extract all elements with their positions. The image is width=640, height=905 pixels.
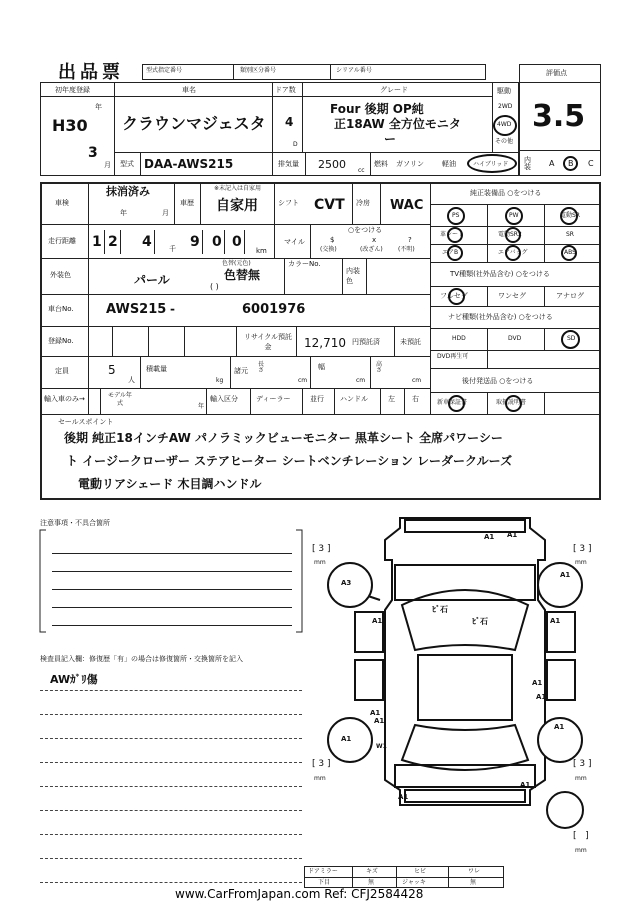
capacity-unit: 人 [128,376,135,384]
mark-door-r2: A1 [536,693,547,701]
genuine-sr: SR [566,231,574,238]
tv-title: TV種類(社外品含む) ○をつける [450,270,550,278]
genuine-electric-sr: 電動SR [560,212,580,219]
selling-points-label: セールスポイント [58,418,114,426]
selling-points-line2: ト イージークローザー ステアヒーター シートベンチレーション レーダークルーズ [66,454,513,468]
mileage-digit: 0 [232,234,242,250]
mileage-label: 走行距離 [48,237,76,245]
thousand-mark: 千 [169,245,176,253]
watermark: www.CarFromJapan.com Ref: CFJ2584428 [175,887,424,901]
grade-label: グレード [380,86,408,94]
inspection-month: 月 [162,209,169,217]
selling-points-line3: 電動リアシェード 木目調ハンドル [78,477,262,491]
doors-label: ドア数 [275,86,296,94]
displacement-unit: cc [358,167,365,174]
dim-length-unit: cm [298,377,308,384]
shift-label: シフト [278,199,299,207]
model-year-label: モデル年式 [108,392,132,407]
footer-col3: ヒビ [414,868,427,875]
mark-chip-1: ﾋﾞ石 [432,605,448,614]
handle-label: ハンドル [340,395,368,403]
accessory-manual: 取扱説明書 [496,399,527,406]
mileage-digit: 1 [92,234,102,250]
grade-line3: ー [384,132,397,146]
footer-r2c2: 無 [368,879,375,886]
first-reg-month: 3 [88,145,98,161]
accessories-title: 後付発送品 ○をつける [462,377,534,385]
tread-unit-rl: mm [314,775,326,782]
footer-r2c4: 無 [470,879,477,886]
reg-no-label: 登録No. [48,337,74,345]
footer-r2c1: 下目 [318,879,331,886]
mark-fender-fl: A1 [372,617,383,625]
color-change-value: 色替無 [224,268,261,282]
year-label: 年 [95,103,102,111]
ac-label: 冷房 [356,199,370,207]
recycle-unit: 円預託済 [352,338,380,346]
dim-width-unit: cm [356,377,366,384]
inspection-value: 抹消済み [106,185,150,198]
recycle-label: リサイクル預託金 [243,333,293,351]
import-label: 輸入車のみ→ [44,395,85,403]
genuine-airbag-1: エアB [442,249,459,256]
footer-r2c3: ジャッキ [402,879,426,886]
genuine-electric-sr2: 電動SR2 [498,231,522,238]
mileage-digit: 9 [190,234,200,250]
load-label: 積載量 [146,365,167,373]
doors-sub: D [293,141,298,148]
tread-unit-fl: mm [314,559,326,566]
color-paren: ( ) [210,282,219,291]
handle-left: 左 [388,395,395,403]
handle-right: 右 [412,395,419,403]
meter-unknown-sub: (不明) [398,246,415,253]
frame-prefix: AWS215 [106,302,167,317]
drive-2wd: 2WD [498,103,513,110]
fuel-hybrid: ハイブリッド [473,161,509,168]
genuine-abs: ABS [564,249,576,256]
mark-rear-bumper-2: A1 [398,793,409,801]
color-no-label: カラーNo. [288,260,321,268]
tread-spare: [ ] [573,831,589,841]
meter-tamper: x [372,236,377,244]
drive-label: 駆動 [497,87,511,95]
month-label: 月 [104,161,111,169]
frame-number: 6001976 [242,302,306,317]
tread-unit-rr: mm [575,775,587,782]
interior-grade-c: C [588,159,594,168]
mark-rear-bumper-1: A1 [520,781,531,789]
frame-label: 車台No. [48,305,74,313]
tv-oneseg: ワンセグ [498,292,526,300]
meter-note: ○をつける [348,226,383,234]
mark-chip-2: ﾋﾞ石 [472,617,488,626]
genuine-leather: 革シート [440,231,465,238]
drive-other: その他 [495,138,514,145]
serial-label: シリアル番号 [336,67,372,74]
displacement-label: 排気量 [278,160,299,168]
grade-line1: Four 後期 OP純 [330,102,424,116]
dvd-play: DVD再生可 [437,353,469,360]
tread-rear-left: [ 3 ] [312,759,331,769]
tv-fullseg: フルセグ [440,292,468,300]
meter-label: マイル [284,238,305,246]
mileage-digit: 0 [212,234,222,250]
ac-value: WAC [390,198,424,213]
interior-grade-a: A [549,159,555,168]
mark-wheel-fr: A1 [560,571,571,579]
genuine-title: 純正装備品 ○をつける [470,189,542,197]
navi-hdd: HDD [452,335,466,342]
accessory-warranty: 新車保証書 [437,399,468,406]
inspector-note: AWｶﾞﾘ傷 [50,673,98,686]
model-code: DAA-AWS215 [144,157,234,171]
fuel-diesel: 軽油 [442,160,456,168]
score-value: 3.5 [532,99,586,134]
shift-value: CVT [314,197,345,213]
mark-wheel-rl: A1 [341,735,352,743]
dim-width: 幅 [318,363,325,371]
grade-line2: 正18AW 全方位モニタ [334,117,461,131]
meter-exchange-sub: (交換) [320,246,337,253]
selling-points-line1: 後期 純正18インチAW パノラミックビューモニター 黒革シート 全席パワーシー [64,431,503,445]
interior-grade-b: B [568,159,574,168]
caution-label: 注意事項・不具合箇所 [40,519,110,527]
meter-tamper-sub: (改ざん) [360,246,383,253]
inspection-label: 車検 [55,199,69,207]
tread-unit-spare: mm [575,847,587,854]
footer-col1: ドアミラー [308,868,338,875]
drive-4wd: 4WD [497,121,512,128]
capacity-value: 5 [108,363,116,377]
dim-height: 高さ [376,361,383,374]
genuine-ps: PS [452,212,460,219]
interior-label: 内装 [524,156,531,171]
meter-exchange: $ [330,236,335,244]
interior-color-label: 内装色 [346,267,360,285]
tv-analog: アナログ [556,292,584,300]
mark-wheel-rr: A1 [554,723,565,731]
genuine-airbag-2: エアバッグ [498,249,528,256]
mileage-digit: 4 [142,234,152,250]
inspector-label: 検査員記入欄：修復歴「有」の場合は修復箇所・交換箇所を記入 [40,655,243,663]
car-name: クラウンマジェスタ [122,114,266,133]
category-label: 類別区分番号 [240,67,277,74]
genuine-pw: PW [509,212,519,219]
mark-door-r1: A1 [532,679,543,687]
usage-note: ※末記入は自家用 [214,185,262,192]
score-label: 評価点 [546,69,567,77]
tread-unit-fr: mm [575,559,587,566]
navi-dvd: DVD [508,335,522,342]
recycle-value: 12,710 [304,336,346,350]
color-value: パール [134,273,170,287]
load-unit: kg [216,377,224,384]
footer-col2: キズ [366,868,378,875]
usage-label: 車歴 [180,199,194,207]
navi-title: ナビ種類(社外品含む) ○をつける [448,313,553,321]
tread-front-right: [ 3 ] [573,544,592,554]
mark-quarter-l1: A1 [370,709,381,717]
car-name-label: 車名 [182,86,196,94]
mark-wheel-fl: A3 [341,579,352,587]
mark-front-bumper-2: A1 [507,531,518,539]
import-dealer: ディーラー [256,395,291,403]
km-unit: km [256,247,267,255]
import-type-label: 輸入区分 [210,395,238,403]
fuel-label: 燃料 [374,160,388,168]
recycle-unpaid: 未預託 [400,338,421,346]
dim-label: 諸元 [234,367,248,375]
model-label: 型式 [120,160,134,168]
mileage-digit: 2 [108,234,118,250]
mark-w1: W1 [376,743,387,750]
mark-quarter-l2: A1 [374,717,385,725]
footer-col4: ワレ [468,868,481,875]
color-change-label: 色替(元色) [222,260,251,267]
model-year-unit: 年 [198,403,205,410]
meter-unknown: ? [408,236,412,244]
dim-length: 長さ [258,361,265,374]
first-reg-label: 初年度登録 [55,86,90,94]
first-reg-year: H30 [52,116,88,135]
usage-value: 自家用 [216,198,258,214]
inspection-year: 年 [120,209,127,217]
dim-height-unit: cm [412,377,422,384]
fuel-gasoline: ガソリン [396,160,424,168]
mark-fender-fr: A1 [550,617,561,625]
tread-rear-right: [ 3 ] [573,759,592,769]
capacity-label: 定員 [55,367,69,375]
document-title: 出品票 [58,62,124,83]
mark-front-bumper-1: A1 [484,533,495,541]
import-parallel: 並行 [310,395,324,403]
doors-value: 4 [285,115,294,129]
frame-dash: - [170,302,175,316]
tread-front-left: [ 3 ] [312,544,331,554]
color-label: 外装色 [50,271,71,279]
model-code-label: 型式指定番号 [146,67,183,74]
navi-sd: SD [567,335,576,342]
displacement-value: 2500 [318,158,346,171]
